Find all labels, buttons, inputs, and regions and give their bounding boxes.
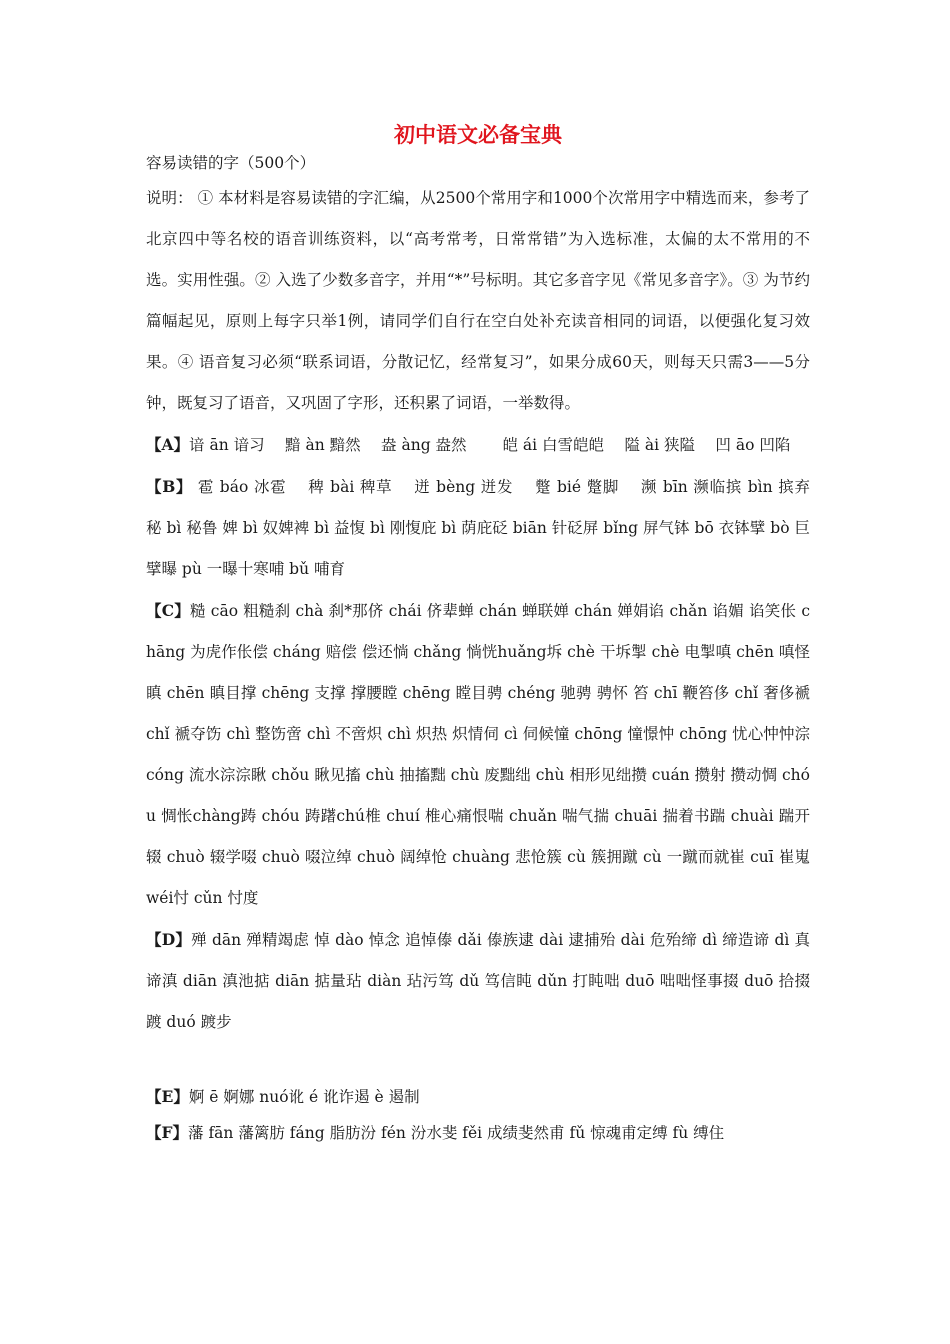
section-d-label: 【D】 [146,930,192,949]
document-page [146,118,831,1151]
section-c-text: 糙 cāo 粗糙刹 chà 刹*那侪 chái 侪辈蝉 chán 蝉联婵 chán 婵娟谄 chǎn 谄媚 谄笑伥 chāng 为虎作伥偿 cháng 赔偿 偿还惝 chǎng 惝恍huǎng坼 chè 干坼掣 chè 电掣嗔 chēn 嗔怪瞋 chēn 瞋目撑 chēng 支撑 撑腰瞠 chēng 瞠目骋 chéng 驰骋 骋怀 笞 chī 鞭笞侈 chǐ 奢侈褫 chǐ 褫夺饬 chì 整饬啻 chì 不啻炽 chì 炽热 炽情伺 cì 伺候憧 chōng 憧憬忡 chōng 忧心忡忡淙 cóng 流水淙淙瞅 chǒu 瞅见搐 chù 抽搐黜 chù 废黜绌 chù 相形见绌攒 cuán 攒射 攒动惆 chóu 惆怅chàng踌 chóu 踌躇chú椎 chuí 椎心痛恨喘 chuǎn 喘气揣 chuāi 揣着书踹 chuài 踹开辍 chuò 辍学啜 chuò 啜泣绰 chuò 阔绰怆 chuàng 悲怆簇 cù 簇拥蹴 cù 一蹴而就崔 cuī 崔嵬 wéi忖 cǔn 忖度 [146,602,811,907]
section-d-text: 殚 dān 殚精竭虑 悼 dào 悼念 追悼傣 dǎi 傣族逮 dài 逮捕殆 dài 危殆缔 dì 缔造谛 dì 真谛滇 diān 滇池掂 diān 掂量玷 diàn 玷污笃 dǔ 笃信盹 dǔn 打盹咄 duō 咄咄怪事掇 duō 拾掇踱 duó 踱步 [146,931,810,1031]
section-e [146,1079,810,1115]
spacer [146,1043,810,1079]
section-a-label: 【A】 [146,435,190,454]
section-d [146,919,810,1043]
section-e-text: 婀 ē 婀娜 nuó讹 é 讹诈遏 è 遏制 [188,1088,420,1106]
section-c [146,590,810,919]
document-title: 初中语文必备宝典 [394,122,562,147]
section-f [146,1115,810,1151]
section-a-text: 谙 ān 谙习 黯 àn 黯然 盎 àng 盎然 皑 ái 白雪皑皑 隘 ài 狭隘 凹 āo 凹陷 [189,436,791,454]
document-subtitle: 容易读错的字（500个） [146,154,316,172]
intro-paragraph: 说明： ① 本材料是容易读错的字汇编，从2500个常用字和1000个次常用字中精选而来，参考了北京四中等名校的语音训练资料，以“高考常考，日常常错”为入选标准，太偏的太不常用的不选。实用性强。② 入选了少数多音字，并用“*”号标明。其它多音字见《常见多音字》。③ 为节约篇幅起见，原则上每字只举1例，请同学们自行在空白处补充读音相同的词语，以便强化复习效果。④ 语音复习必须“联系词语，分散记忆，经常复习”，如果分成60天，则每天只需3——5分钟，既复习了语音，又巩固了字形，还积累了词语，一举数得。 [146,189,810,412]
section-a [146,424,810,466]
section-b-label: 【B】 [146,477,193,496]
section-b [146,466,831,590]
section-e-label: 【E】 [146,1087,189,1106]
section-b-text: 雹 báo 冰雹 稗 bài 稗草 迸 bèng 迸发 蹩 bié 蹩脚 濒 bīn 濒临摈 bìn 摈弃 秘 bì 秘鲁 婢 bì 奴婢裨 bì 益愎 bì 刚愎庇 bì 荫庇砭 biān 针砭屏 bǐng 屏气钵 bō 衣钵擘 bò 巨擘曝 pù 一曝十寒哺 bǔ 哺育 [146,478,831,578]
section-f-label: 【F】 [146,1123,189,1142]
section-c-label: 【C】 [146,601,190,620]
section-f-text: 藩 fān 藩篱肪 fáng 脂肪汾 fén 汾水斐 fěi 成绩斐然甫 fǔ 惊魂甫定缚 fù 缚住 [188,1124,725,1142]
